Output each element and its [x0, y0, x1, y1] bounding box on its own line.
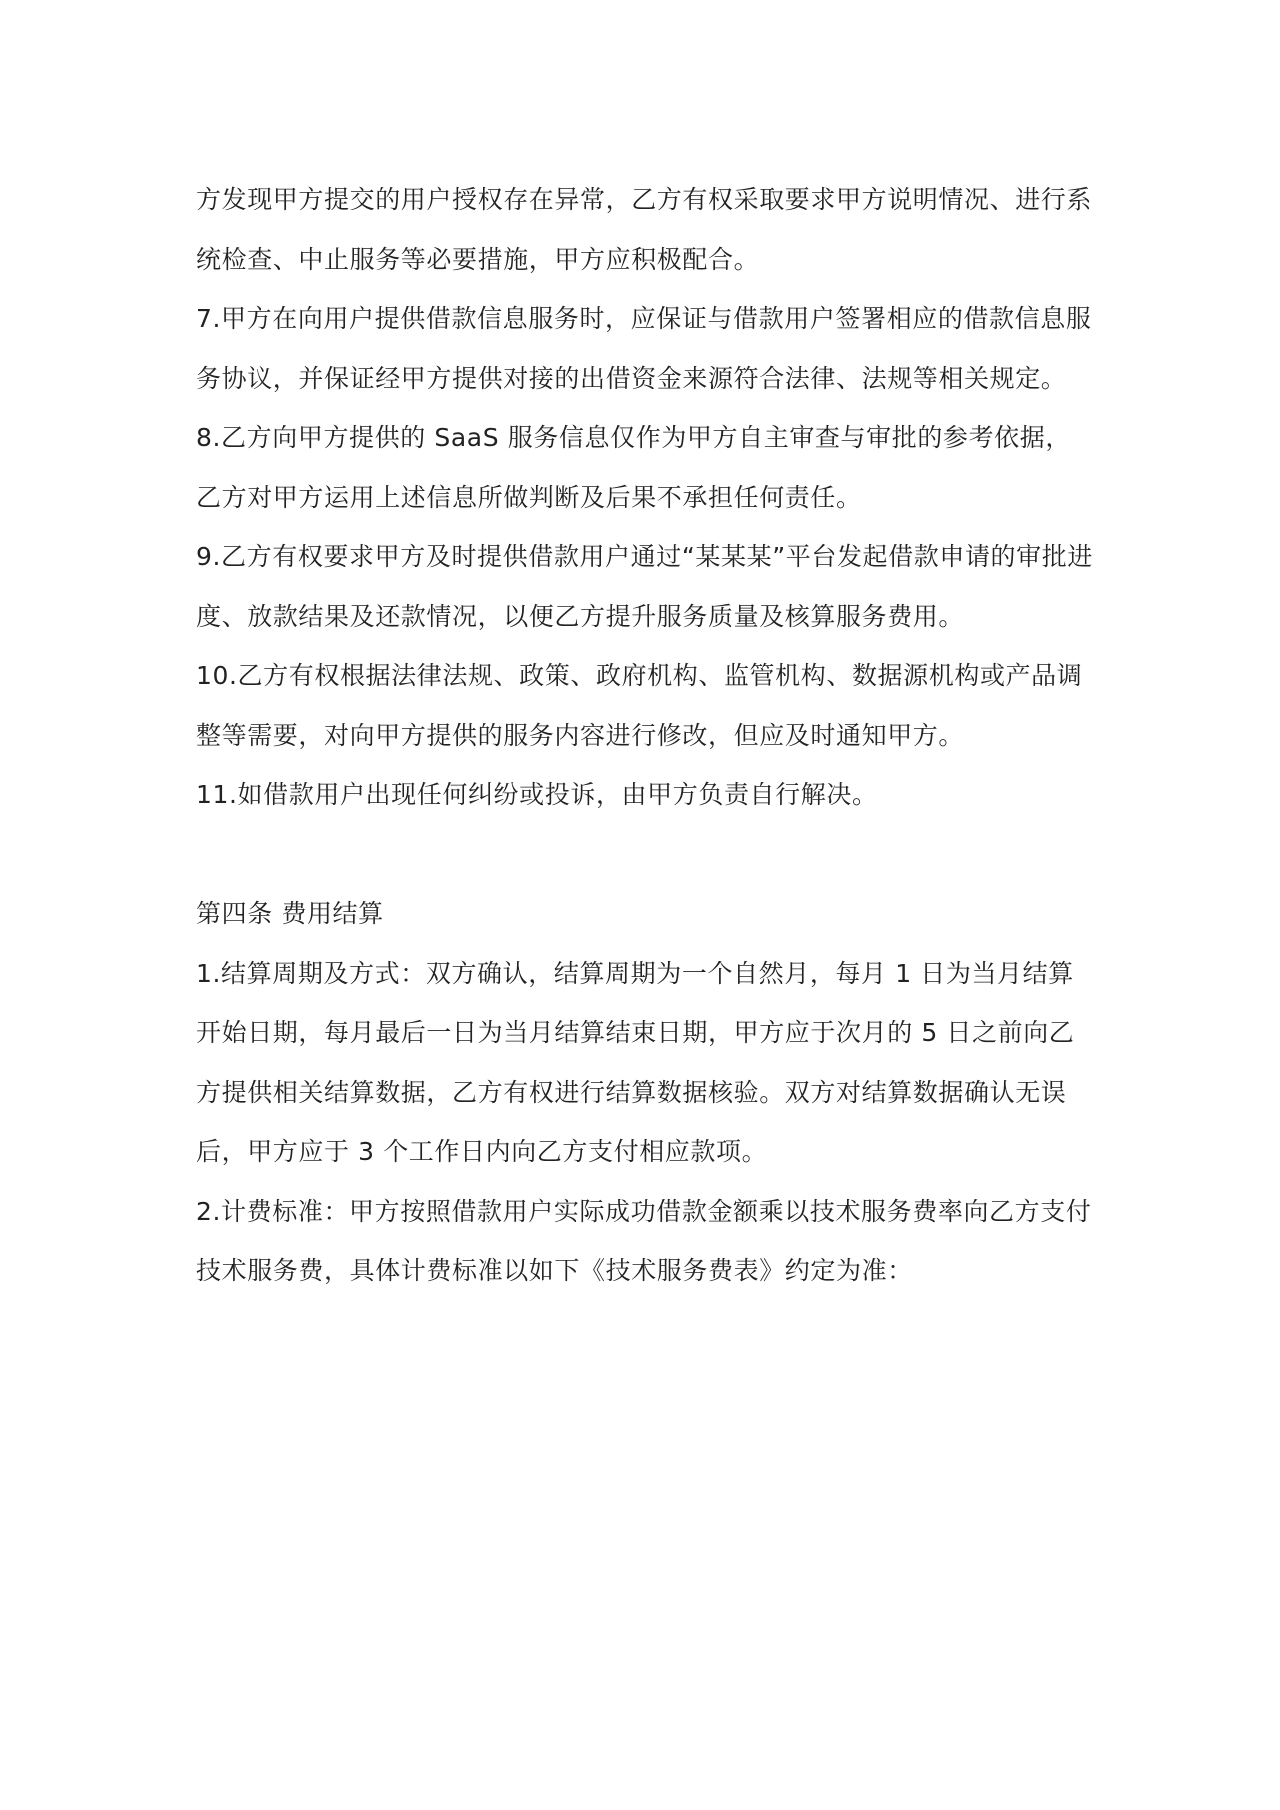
- article-4-item-1: 1.结算周期及方式：双方确认，结算周期为一个自然月，每月 1 日为当月结算开始日期，每月最后一日为当月结算结束日期，甲方应于次月的 5 日之前向乙方提供相关结算数据，乙方有权进行结算数据核验。双方对结算数据确认无误后，甲方应于 3 个工作日内向乙方支付相应款项。: [196, 958, 1075, 1166]
- paragraph-clause-7: 7.甲方在向用户提供借款信息服务时，应保证与借款用户签署相应的借款信息服务协议，并保证经甲方提供对接的出借资金来源符合法律、法规等相关规定。: [196, 304, 1092, 393]
- article-4-heading: 第四条 费用结算: [196, 899, 384, 928]
- article-4-item-2: 2.计费标准：甲方按照借款用户实际成功借款金额乘以技术服务费率向乙方支付技术服务费，具体计费标准以如下《技术服务费表》约定为准：: [196, 1196, 1092, 1285]
- paragraph-clause-6-continued: 方发现甲方提交的用户授权存在异常，乙方有权采取要求甲方说明情况、进行系统检查、中止服务等必要措施，甲方应积极配合。: [196, 185, 1093, 274]
- paragraph-clause-9: 9.乙方有权要求甲方及时提供借款用户通过“某某某”平台发起借款申请的审批进度、放款结果及还款情况，以便乙方提升服务质量及核算服务费用。: [196, 542, 1093, 631]
- document-body: [196, 170, 1096, 1301]
- paragraph-clause-10: 10.乙方有权根据法律法规、政策、政府机构、监管机构、数据源机构或产品调整等需要，对向甲方提供的服务内容进行修改，但应及时通知甲方。: [196, 661, 1083, 750]
- paragraph-clause-8: 8.乙方向甲方提供的 SaaS 服务信息仅作为甲方自主审查与审批的参考依据，乙方对甲方运用上述信息所做判断及后果不承担任何责任。: [196, 423, 1071, 512]
- paragraph-clause-11: 11.如借款用户出现任何纠纷或投诉，由甲方负责自行解决。: [196, 780, 878, 809]
